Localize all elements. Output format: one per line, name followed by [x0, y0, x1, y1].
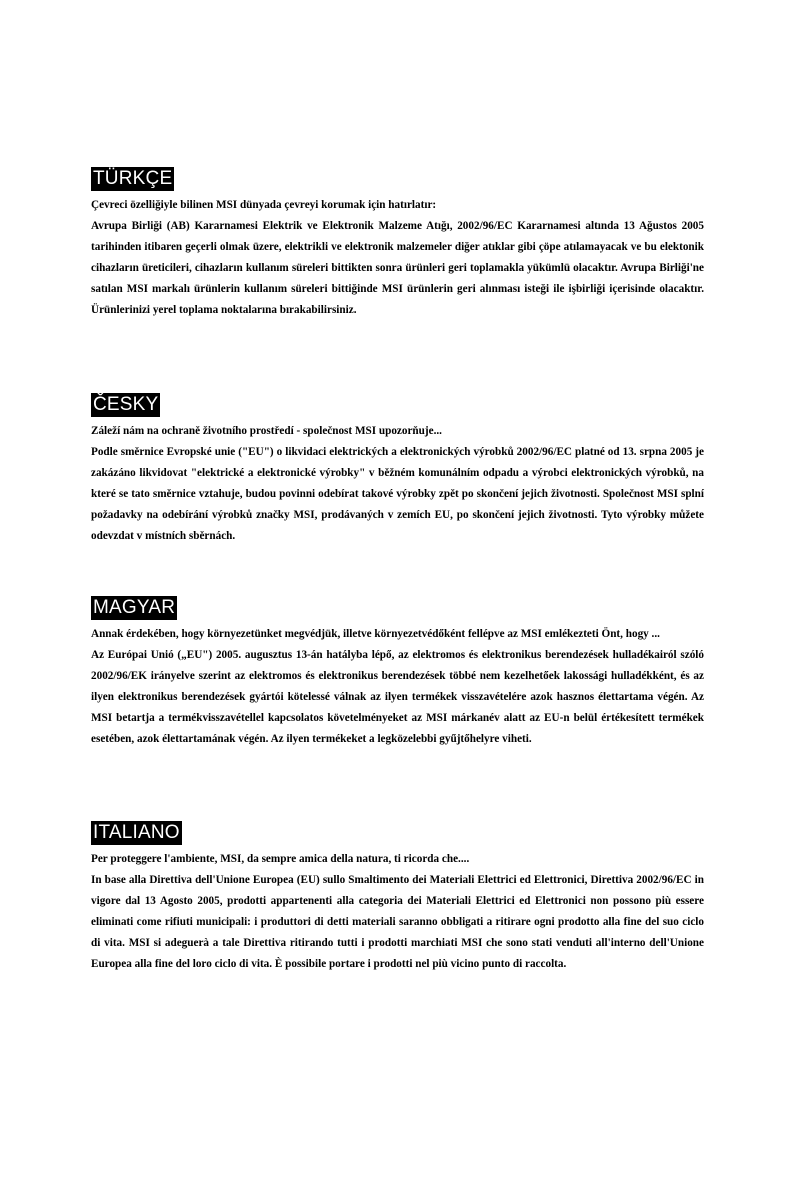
- section-turkce: [91, 167, 704, 321]
- section-heading-cesky: ČESKY: [93, 394, 159, 415]
- section-magyar: [91, 596, 704, 750]
- section-intro-turkce: Çevreci özelliğiyle bilinen MSI dünyada çevreyi korumak için hatırlatır:: [91, 199, 437, 211]
- section-intro-magyar: Annak érdekében, hogy környezetünket megvédjük, illetve környezetvédőként fellépve az MSI emlékezteti Önt, hogy ...: [91, 628, 660, 640]
- section-intro-italiano: Per proteggere l'ambiente, MSI, da sempre amica della natura, ti ricorda che....: [91, 853, 470, 865]
- section-body-cesky: Podle směrnice Evropské unie ("EU") o likvidaci elektrických a elektronických výrobků 2002/96/EC platné od 13. srpna 2005 je zakázáno likvidovat "elektrické a elektronické výrobky" v běžném komunálním odpadu a výrobci elektronických výrobků, na které se tato směrnice vztahuje, budou povinni odebírat takové výrobky zpět po skončení jejich životnosti. Společnost MSI splní požadavky na odebírání výrobků značky MSI, prodávaných v zemích EU, po skončení jejich životnosti. Tyto výrobky můžete odevzdat v místních sběrnách.: [91, 446, 704, 542]
- section-body-magyar: Az Európai Unió („EU") 2005. augusztus 13-án hatályba lépő, az elektromos és elektronikus berendezések hulladékairól szóló 2002/96/EK irányelve szerint az elektromos és elektronikus berendezések többé nem kezelhetőek lakossági hulladékként, és az ilyen elektronikus berendezések gyártói kötelessé válnak az ilyen termékek visszavételére azok hasznos élettartama végén. Az MSI betartja a termékvisszavétellel kapcsolatos követelményeket az MSI márkanév alatt az EU-n belül értékesített termékek esetében, azok élettartamának végén. Az ilyen termékeket a legközelebbi gyűjtőhelyre viheti.: [91, 649, 704, 745]
- section-body-turkce: Avrupa Birliği (AB) Kararnamesi Elektrik ve Elektronik Malzeme Atığı, 2002/96/EC Kararnamesi altında 13 Ağustos 2005 tarihinden itibaren geçerli olmak üzere, elektrikli ve elektronik malzemeler diğer atıklar gibi çöpe atılamayacak ve bu elektonik cihazların üreticileri, cihazların kullanım süreleri bittikten sonra ürünleri geri toplamakla yükümlü olacaktır. Avrupa Birliği'ne satılan MSI markalı ürünlerin kullanım süreleri bittiğinde MSI ürünlerin geri alınması isteği ile işbirliği içerisinde olacaktır. Ürünlerinizi yerel toplama noktalarına bırakabilirsiniz.: [91, 220, 704, 316]
- section-intro-cesky: Záleží nám na ochraně životního prostředí - společnost MSI upozorňuje...: [91, 425, 442, 437]
- section-heading-italiano: ITALIANO: [93, 822, 180, 843]
- section-cesky: [91, 393, 704, 547]
- section-body-italiano: In base alla Direttiva dell'Unione Europea (EU) sullo Smaltimento dei Materiali Elettrici ed Elettronici, Direttiva 2002/96/EC in vigore dal 13 Agosto 2005, prodotti appartenenti alla categoria dei Materiali Elettrici ed Elettronici non possono più essere eliminati come rifiuti municipali: i produttori di detti materiali saranno obbligati a ritirare ogni prodotto alla fine del suo ciclo di vita. MSI si adeguerà a tale Direttiva ritirando tutti i prodotti marchiati MSI che sono stati venduti all'interno dell'Unione Europea alla fine del loro ciclo di vita. È possibile portare i prodotti nel più vicino punto di raccolta.: [91, 874, 704, 970]
- section-heading-magyar: MAGYAR: [93, 597, 176, 618]
- section-heading-turkce: TÜRKÇE: [93, 168, 173, 189]
- section-italiano: [91, 821, 704, 975]
